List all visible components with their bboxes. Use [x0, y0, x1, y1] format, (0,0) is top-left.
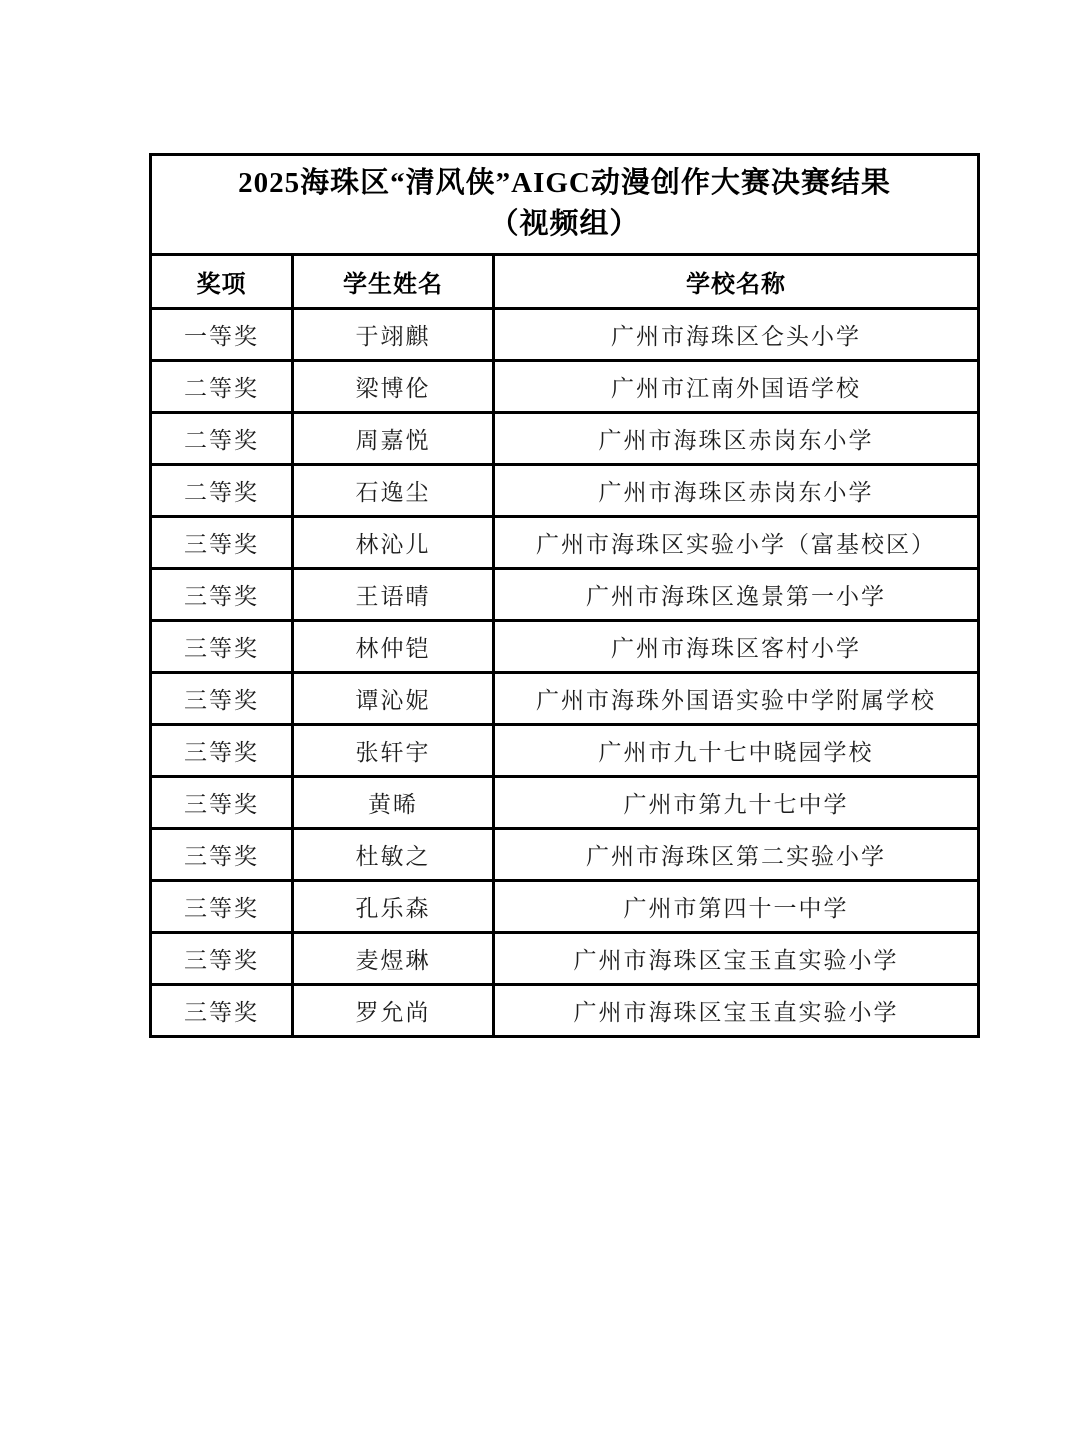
student-name-cell: 林仲铠 — [293, 621, 494, 673]
table-row — [151, 361, 979, 413]
school-name-cell: 广州市海珠区赤岗东小学 — [494, 413, 979, 465]
award-cell: 二等奖 — [151, 465, 293, 517]
table-title — [151, 155, 979, 255]
school-name-cell: 广州市海珠区逸景第一小学 — [494, 569, 979, 621]
results-table — [149, 153, 980, 1038]
school-name-cell: 广州市第四十一中学 — [494, 881, 979, 933]
table-row — [151, 309, 979, 361]
header-row — [151, 255, 979, 309]
school-name-cell: 广州市海珠区仑头小学 — [494, 309, 979, 361]
student-name-cell: 谭沁妮 — [293, 673, 494, 725]
table-row — [151, 725, 979, 777]
student-name-cell: 张轩宇 — [293, 725, 494, 777]
school-name-cell: 广州市海珠区宝玉直实验小学 — [494, 933, 979, 985]
table-body — [151, 309, 979, 1037]
student-name-cell: 林沁儿 — [293, 517, 494, 569]
student-name-cell: 罗允尚 — [293, 985, 494, 1037]
award-cell: 三等奖 — [151, 933, 293, 985]
student-name-cell: 黄晞 — [293, 777, 494, 829]
school-name-cell: 广州市海珠区实验小学（富基校区） — [494, 517, 979, 569]
table-row — [151, 413, 979, 465]
title-row — [151, 155, 979, 255]
award-cell: 三等奖 — [151, 881, 293, 933]
school-name-cell: 广州市海珠区赤岗东小学 — [494, 465, 979, 517]
table-row — [151, 517, 979, 569]
award-cell: 三等奖 — [151, 777, 293, 829]
school-name-cell: 广州市海珠区宝玉直实验小学 — [494, 985, 979, 1037]
award-cell: 三等奖 — [151, 985, 293, 1037]
student-name-cell: 麦煜琳 — [293, 933, 494, 985]
award-cell: 三等奖 — [151, 829, 293, 881]
table-row — [151, 985, 979, 1037]
table-row — [151, 829, 979, 881]
award-cell: 二等奖 — [151, 413, 293, 465]
table-row — [151, 881, 979, 933]
title-line-2: （视频组） — [489, 207, 640, 240]
school-name-cell: 广州市海珠外国语实验中学附属学校 — [494, 673, 979, 725]
award-cell: 三等奖 — [151, 517, 293, 569]
student-name-cell: 于翊麒 — [293, 309, 494, 361]
column-header-school-name: 学校名称 — [494, 255, 979, 309]
school-name-cell: 广州市九十七中晓园学校 — [494, 725, 979, 777]
table-row — [151, 673, 979, 725]
school-name-cell: 广州市海珠区第二实验小学 — [494, 829, 979, 881]
student-name-cell: 周嘉悦 — [293, 413, 494, 465]
table-row — [151, 569, 979, 621]
award-cell: 三等奖 — [151, 673, 293, 725]
column-header-student-name: 学生姓名 — [293, 255, 494, 309]
student-name-cell: 王语晴 — [293, 569, 494, 621]
award-cell: 三等奖 — [151, 621, 293, 673]
title-line-1: 2025海珠区“清风侠”AIGC动漫创作大赛决赛结果 — [238, 167, 891, 200]
table-row — [151, 933, 979, 985]
student-name-cell: 石逸尘 — [293, 465, 494, 517]
school-name-cell: 广州市江南外国语学校 — [494, 361, 979, 413]
award-cell: 二等奖 — [151, 361, 293, 413]
student-name-cell: 梁博伦 — [293, 361, 494, 413]
table-row — [151, 465, 979, 517]
student-name-cell: 杜敏之 — [293, 829, 494, 881]
award-cell: 一等奖 — [151, 309, 293, 361]
school-name-cell: 广州市第九十七中学 — [494, 777, 979, 829]
student-name-cell: 孔乐森 — [293, 881, 494, 933]
award-cell: 三等奖 — [151, 569, 293, 621]
award-cell: 三等奖 — [151, 725, 293, 777]
table-row — [151, 621, 979, 673]
table-row — [151, 777, 979, 829]
column-header-award: 奖项 — [151, 255, 293, 309]
school-name-cell: 广州市海珠区客村小学 — [494, 621, 979, 673]
